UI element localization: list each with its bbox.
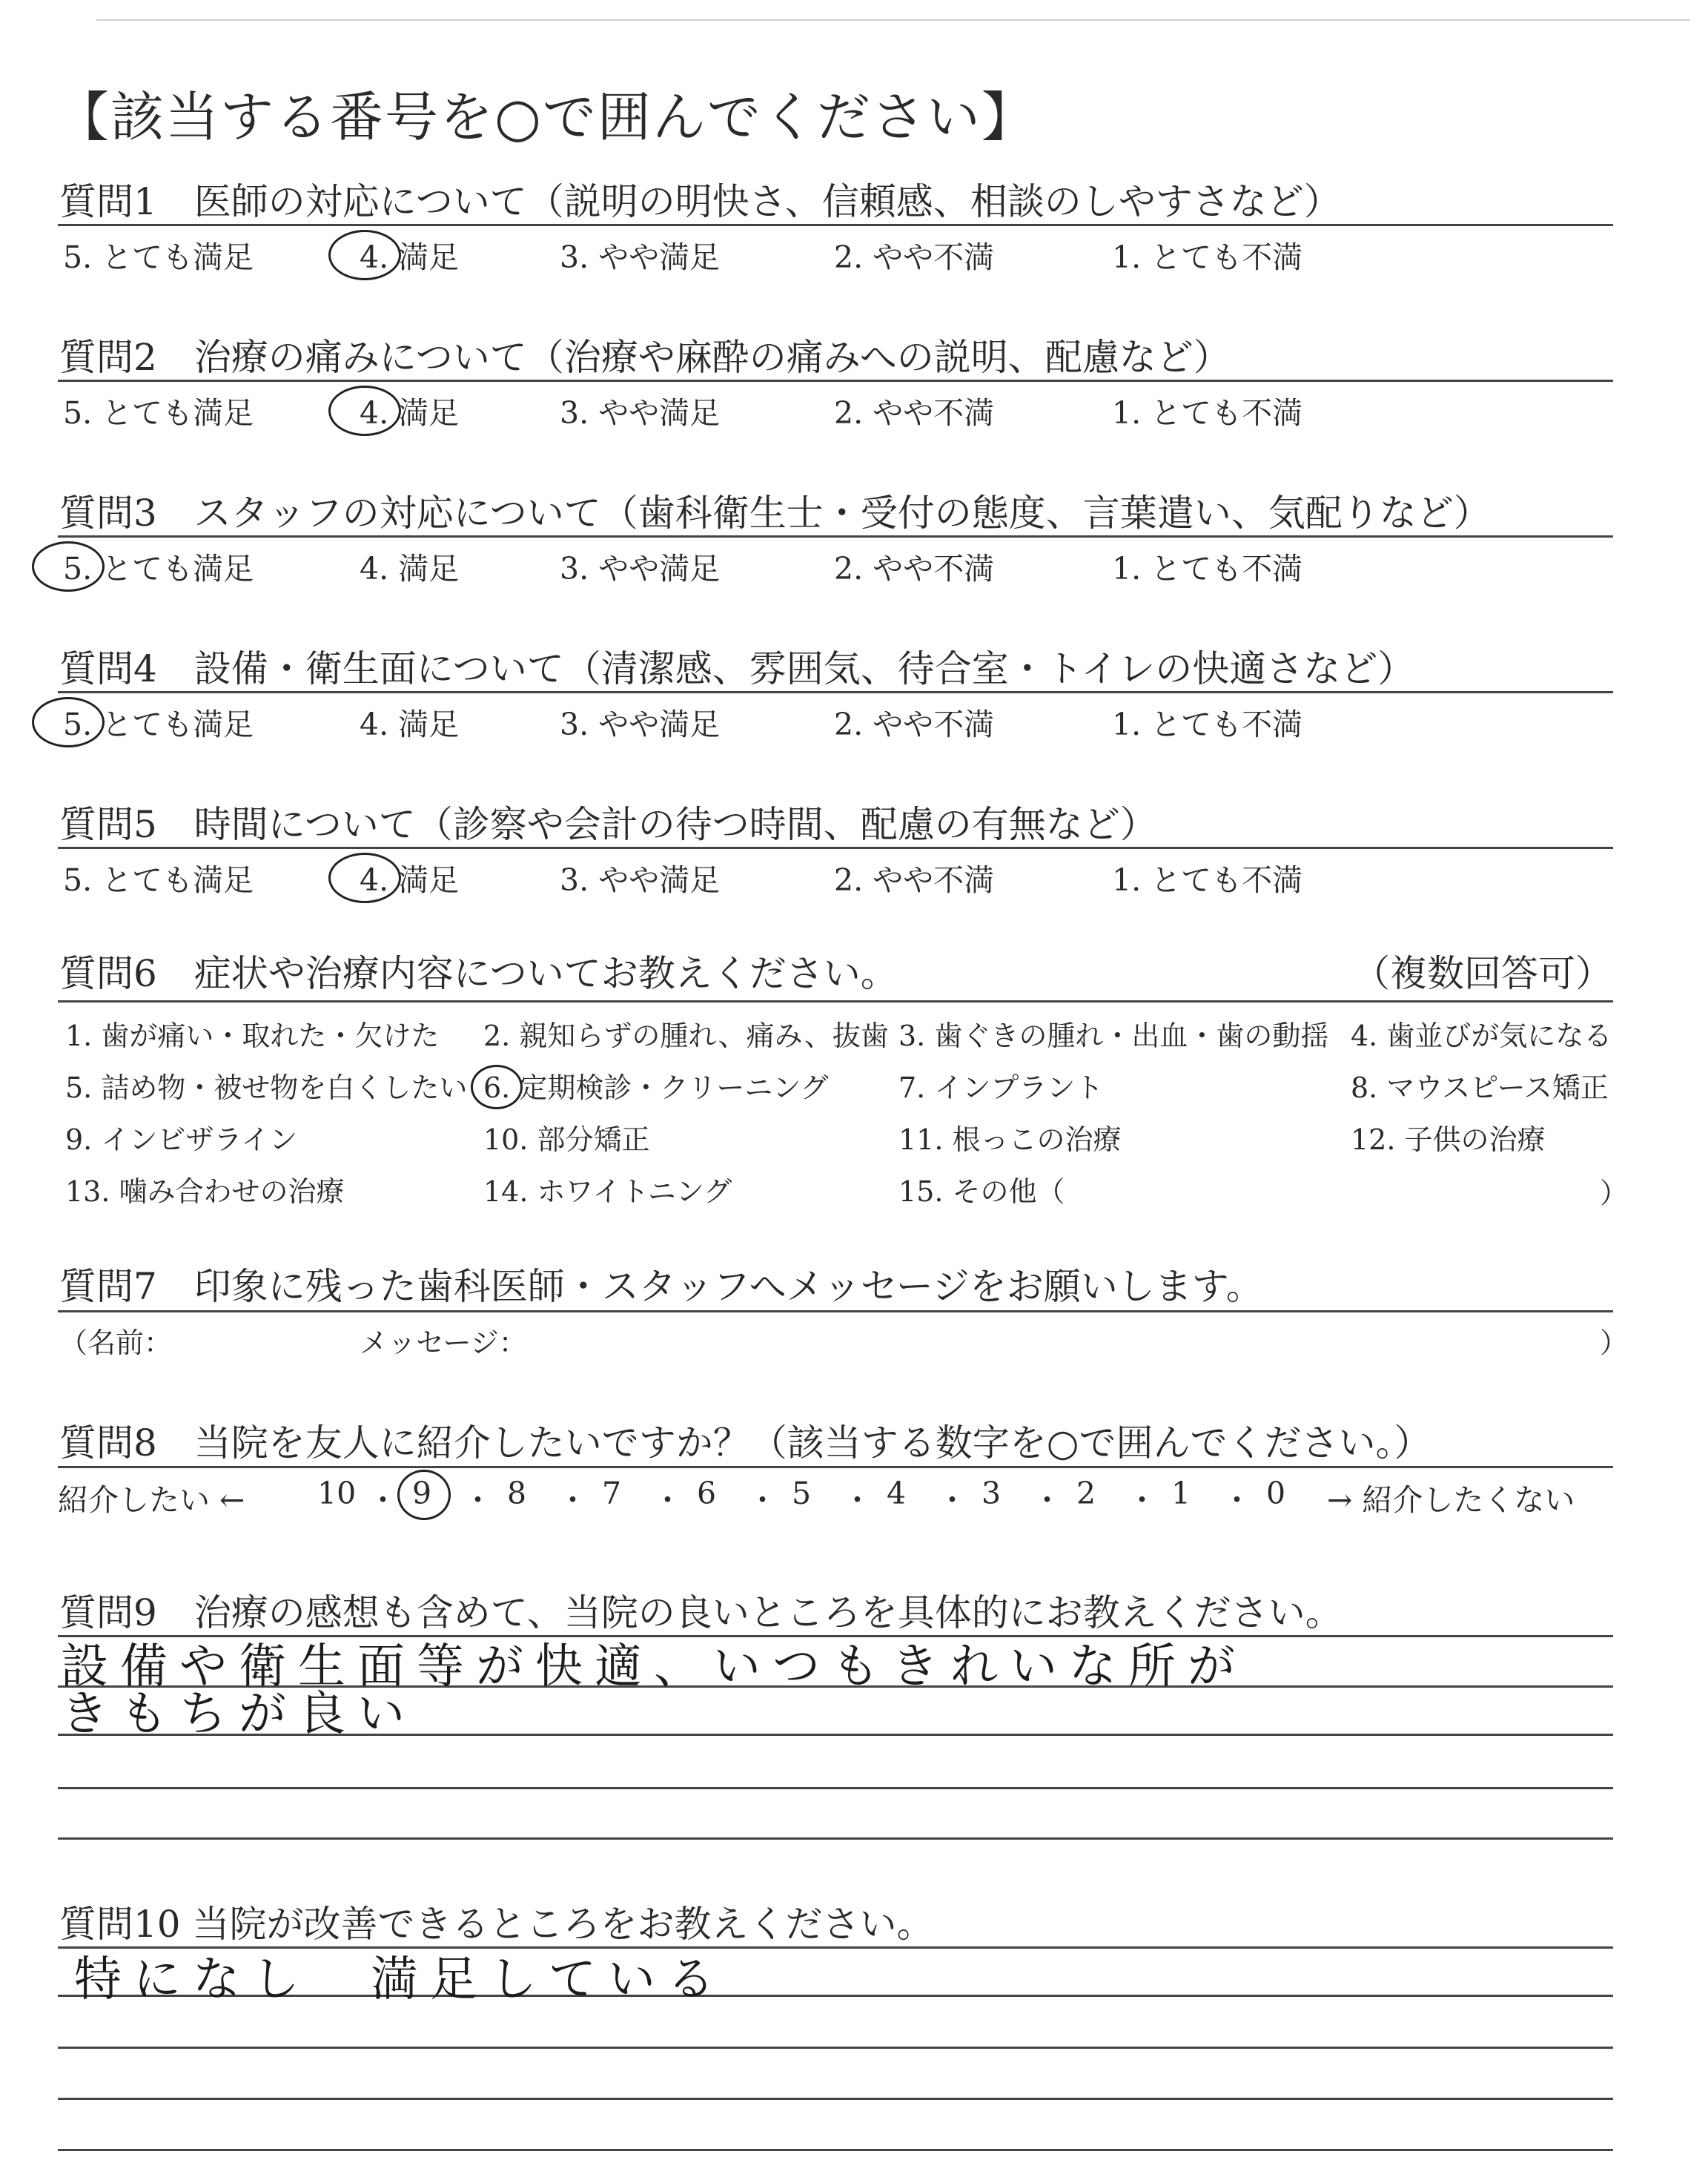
q8-scale-dot: ・ <box>747 1482 778 1518</box>
q8-selection-circle <box>397 1470 451 1520</box>
q4-option: 5. とても満足 <box>63 707 254 742</box>
q9-answer-line-2: きもちが良い <box>61 1687 417 1742</box>
q8-scale-value: 9 <box>412 1476 432 1511</box>
q8-title: 質問8 当院を友人に紹介したいですか？（該当する数字を○で囲んでください。） <box>59 1421 1431 1464</box>
q6-option: 13. 噛み合わせの治療 <box>65 1175 345 1208</box>
q6-selection-circle <box>471 1065 523 1109</box>
q5-option: 1. とても不満 <box>1112 862 1303 898</box>
q6-note: （複数回答可） <box>1353 952 1612 995</box>
q10-rule-4 <box>58 2098 1613 2100</box>
q8-scale-value: 0 <box>1266 1476 1286 1511</box>
q6-close-paren: ） <box>1600 1177 1629 1209</box>
q4-option: 1. とても不満 <box>1112 707 1303 742</box>
q1-option: 1. とても不満 <box>1112 240 1303 275</box>
q10-rule-5 <box>58 2149 1613 2151</box>
q1-option: 4. 満足 <box>360 240 460 275</box>
q10-answer-line-1: 特になし 満足している <box>74 1952 726 2007</box>
q9-answer-line-1: 設備や衛生面等が快適、いつもきれいな所が <box>61 1639 1247 1694</box>
q3-option: 3. やや満足 <box>560 551 721 587</box>
q8-scale-dot: ・ <box>937 1482 967 1518</box>
q5-option: 4. 満足 <box>360 862 460 898</box>
q6-option: 2. 親知らずの腫れ、痛み、抜歯 <box>483 1020 889 1052</box>
q4-rule <box>58 691 1613 693</box>
q8-scale-value: 5 <box>792 1476 812 1511</box>
q4-selection-circle <box>32 697 105 747</box>
q2-title: 質問2 治療の痛みについて（治療や麻酔の痛みへの説明、配慮など） <box>59 336 1231 379</box>
q4-option: 3. やや満足 <box>560 707 721 742</box>
q7-close-paren: ） <box>1600 1327 1629 1359</box>
q2-option: 2. やや不満 <box>834 395 995 431</box>
q10-rule-3 <box>58 2047 1613 2049</box>
q6-title: 質問6 症状や治療内容についてお教えください。 <box>59 952 898 995</box>
q4-title: 質問4 設備・衛生面について（清潔感、雰囲気、待合室・トイレの快適さなど） <box>59 647 1415 690</box>
q6-option: 11. 根っこの治療 <box>898 1123 1122 1156</box>
q6-option: 1. 歯が痛い・取れた・欠けた <box>65 1020 440 1052</box>
q3-title: 質問3 スタッフの対応について（歯科衛生士・受付の態度、言葉遣い、気配りなど） <box>59 492 1491 535</box>
q6-option: 6. 定期検診・クリーニング <box>483 1071 829 1104</box>
q8-scale-value: 2 <box>1076 1476 1096 1511</box>
q4-option: 4. 満足 <box>360 707 460 742</box>
q8-scale-dot: ・ <box>1032 1482 1062 1518</box>
q8-scale-dot: ・ <box>463 1482 493 1518</box>
q2-option: 4. 満足 <box>360 395 460 431</box>
q3-option: 4. 満足 <box>360 551 460 587</box>
q8-scale-dot: ・ <box>557 1482 588 1518</box>
q8-scale-value: 4 <box>887 1476 907 1511</box>
q3-option: 1. とても不満 <box>1112 551 1303 587</box>
q2-selection-circle <box>328 386 401 436</box>
q1-title: 質問1 医師の対応について（説明の明快さ、信頼感、相談のしやすさなど） <box>59 180 1341 223</box>
q8-rule <box>58 1466 1613 1468</box>
q8-scale-value: 7 <box>602 1476 622 1511</box>
q9-title: 質問9 治療の感想も含めて、当院の良いところを具体的にお教えください。 <box>59 1591 1343 1634</box>
q3-option: 5. とても満足 <box>63 551 254 587</box>
q6-option: 4. 歯並びが気になる <box>1351 1020 1612 1052</box>
q10-title: 質問10 当院が改善できるところをお教えください。 <box>59 1903 934 1946</box>
q2-option: 1. とても不満 <box>1112 395 1303 431</box>
q5-option: 5. とても満足 <box>63 862 254 898</box>
q1-option: 2. やや不満 <box>834 240 995 275</box>
q8-scale-dot: ・ <box>652 1482 683 1518</box>
q6-option: 10. 部分矯正 <box>483 1123 650 1156</box>
q1-option: 3. やや満足 <box>560 240 721 275</box>
q8-scale-dot: ・ <box>368 1482 398 1518</box>
page-header: 【該当する番号を○で囲んでください】 <box>56 86 1036 148</box>
q5-selection-circle <box>328 853 401 903</box>
q8-scale-dot: ・ <box>1127 1482 1157 1518</box>
q5-option: 3. やや満足 <box>560 862 721 898</box>
q8-left-label: 紹介したい ← <box>58 1482 245 1518</box>
q8-scale-dot: ・ <box>1222 1482 1252 1518</box>
q6-option: 5. 詰め物・被せ物を白くしたい <box>65 1071 468 1104</box>
q6-option: 3. 歯ぐきの腫れ・出血・歯の動揺 <box>898 1020 1329 1052</box>
q1-option: 5. とても満足 <box>63 240 254 275</box>
q8-right-label: → 紹介したくない <box>1327 1482 1575 1518</box>
q6-rule <box>58 1000 1613 1003</box>
q9-rule-5 <box>58 1837 1613 1840</box>
q2-rule <box>58 380 1613 382</box>
q5-rule <box>58 847 1613 849</box>
q9-rule-4 <box>58 1787 1613 1789</box>
q7-message-label: メッセージ： <box>360 1327 527 1359</box>
q3-selection-circle <box>32 541 105 592</box>
q6-option: 14. ホワイトニング <box>483 1175 732 1208</box>
q3-rule <box>58 535 1613 538</box>
q8-scale-value: 6 <box>697 1476 717 1511</box>
q7-rule <box>58 1310 1613 1312</box>
q5-option: 2. やや不満 <box>834 862 995 898</box>
q1-rule <box>58 224 1613 226</box>
q6-option: 7. インプラント <box>898 1071 1104 1104</box>
q5-title: 質問5 時間について（診察や会計の待つ時間、配慮の有無など） <box>59 803 1157 846</box>
q6-option: 9. インビザライン <box>65 1123 298 1156</box>
q7-title: 質問7 印象に残った歯科医師・スタッフへメッセージをお願いします。 <box>59 1265 1263 1308</box>
q3-option: 2. やや不満 <box>834 551 995 587</box>
q7-name-label: （名前： <box>59 1327 173 1359</box>
q2-option: 5. とても満足 <box>63 395 254 431</box>
q2-option: 3. やや満足 <box>560 395 721 431</box>
q6-option: 12. 子供の治療 <box>1351 1123 1546 1156</box>
q4-option: 2. やや不満 <box>834 707 995 742</box>
q1-selection-circle <box>328 230 401 280</box>
q8-scale-value: 10 <box>317 1476 357 1511</box>
q8-scale-dot: ・ <box>842 1482 873 1518</box>
q6-option: 15. その他（ <box>898 1175 1065 1208</box>
q6-option: 8. マウスピース矯正 <box>1351 1071 1609 1104</box>
q8-scale-value: 8 <box>507 1476 527 1511</box>
q8-scale-value: 3 <box>982 1476 1002 1511</box>
q8-scale-value: 1 <box>1171 1476 1191 1511</box>
page-top-edge <box>96 19 1690 21</box>
